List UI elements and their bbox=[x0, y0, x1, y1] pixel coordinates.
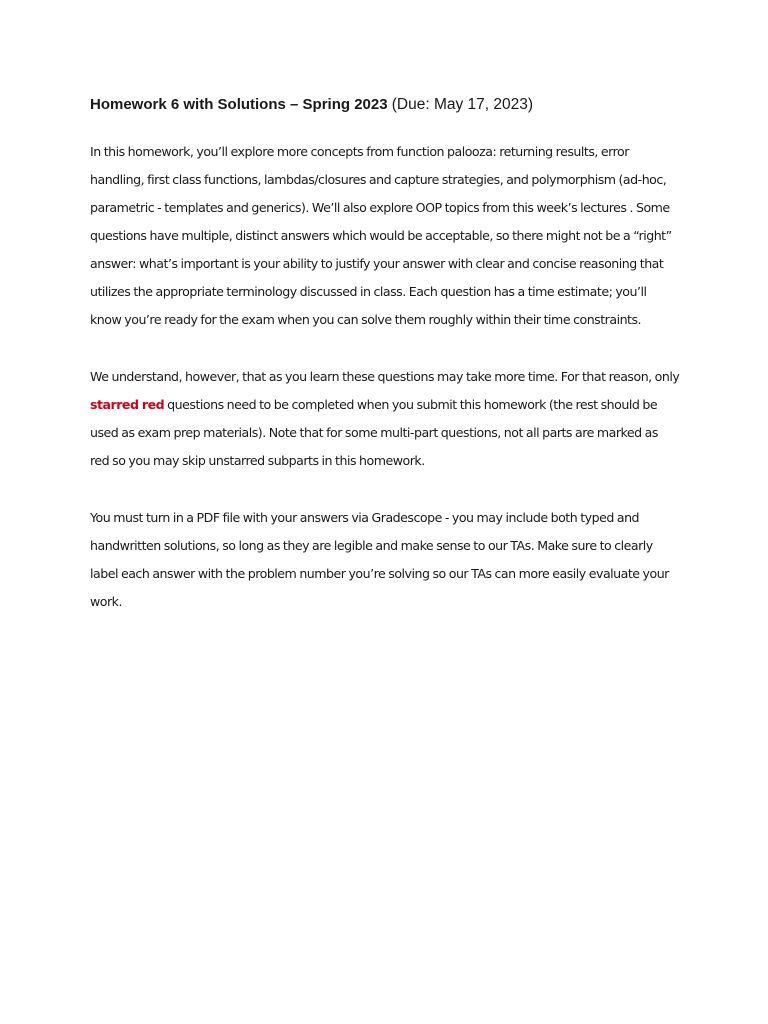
intro-paragraph: In this homework, you’ll explore more concepts from function palooza: returning results, error handling, first class functions, lambdas/closures and capture strategies, and polymorphism (ad-hoc, parametric - templates and generics). We’ll also explore OOP topics from this week’s lectures . Some questions have multiple, distinct answers which would be acceptable, so there might not be a “right” answer: what’s important is your ability to justify your answer with clear and concise reasoning that utilizes the appropriate terminology discussed in class. Each question has a time estimate; you’ll know you’re ready for the exam when you can solve them roughly within their time constraints. bbox=[90, 144, 672, 327]
starred-paragraph-start: We understand, however, that as you learn these questions may take more time. For that reason, only bbox=[90, 369, 680, 384]
due-date: (Due: May 17, 2023) bbox=[391, 96, 534, 113]
title-main: Homework 6 with Solutions – Spring 2023 bbox=[90, 96, 388, 113]
starred-paragraph bbox=[90, 363, 680, 475]
starred-red-highlight: starred red bbox=[90, 397, 165, 412]
starred-paragraph-end: questions need to be completed when you submit this homework (the rest should be used as exam prep materials). Note that for some multi-part questions, not all parts are marked as red so you may skip unstarred subparts in this homework. bbox=[90, 397, 658, 468]
document-title bbox=[90, 92, 680, 118]
document-page bbox=[90, 92, 680, 645]
submission-paragraph: You must turn in a PDF file with your answers via Gradescope - you may include both typed and handwritten solutions, so long as they are legible and make sense to our TAs. Make sure to clearly label each answer with the problem number you’re solving so our TAs can more easily evaluate your work. bbox=[90, 510, 669, 609]
